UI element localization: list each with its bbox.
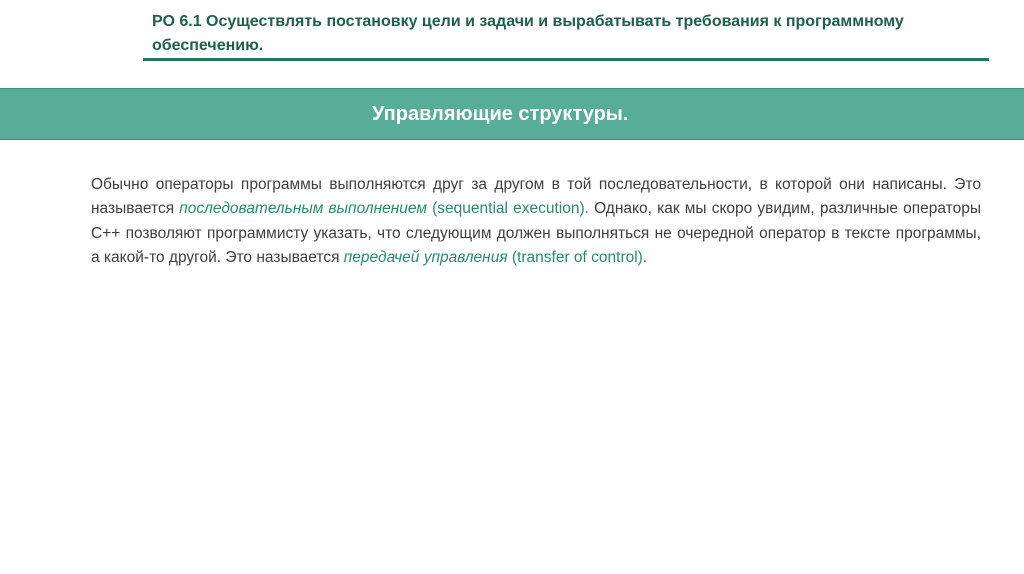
body-text-part-2: Однако, как мы скоро увидим, различные операторы C++ позволяют программисту указать, что следующим должен выполняться не очередной оператор в тексте программы, а какой-то другой. Это называется [91,200,981,267]
term-sequential-execution-en: (sequential execution). [426,200,589,218]
body-text-part-1: Обычно операторы программы выполняются друг за другом в той последовательности, в которой они написаны. Это называется [91,176,981,218]
section-band [0,88,1024,140]
header-divider [143,58,989,61]
header-title: РО 6.1 Осуществлять постановку цели и задачи и вырабатывать требования к программному обеспечению. [152,13,904,54]
term-transfer-of-control: передачей управления [343,249,508,267]
term-sequential-execution: последовательным выполнением [179,200,427,218]
section-title: Управляющие структуры. [372,103,629,125]
term-transfer-of-control-en: (transfer of control). [507,249,648,267]
body-paragraph [91,173,981,271]
